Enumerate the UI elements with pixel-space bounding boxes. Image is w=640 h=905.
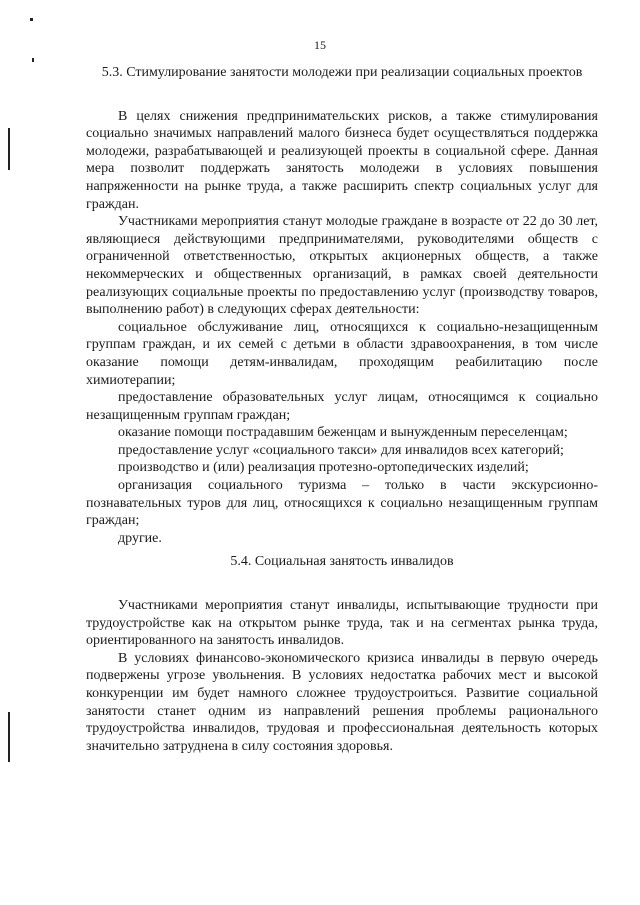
- scan-mark: [8, 128, 10, 170]
- list-item: социальное обслуживание лиц, относящихся к социально-незащищенным группам граждан, и их семей с детьми в области здравоохранения, в том числе оказание помощи детям-инвалидам, проходящим реабилитацию после химиотерапии;: [86, 319, 598, 388]
- page-number: 15: [314, 38, 326, 52]
- list-item: предоставление образовательных услуг лицам, относящимся к социально незащищенным группам граждан;: [86, 390, 598, 423]
- paragraph: Участниками мероприятия станут молодые граждане в возрасте от 22 до 30 лет, являющиеся действующими предпринимателями, руководителями обществ с ограниченной ответственностью, открытых акционерных обществ, а также некоммерческих и общественных организаций, в рамках своей деятельности реализующих социальные проекты по предоставлению услуг (производству товаров, выполнению работ) в следующих сферах деятельности:: [86, 214, 598, 318]
- scan-mark: [30, 18, 33, 21]
- list-item: оказание помощи пострадавшим беженцам и вынужденным переселенцам;: [118, 425, 568, 441]
- scan-mark: [32, 58, 34, 62]
- section-heading-5-4: 5.4. Социальная занятость инвалидов: [230, 554, 454, 570]
- list-item: организация социального туризма – только в части экскурсионно-познавательных туров для лиц, относящихся к социально незащищенным группам граждан;: [86, 478, 598, 529]
- paragraph: В целях снижения предпринимательских рисков, а также стимулирования социально значимых направлений малого бизнеса будет осуществляться поддержка молодежи, разрабатывающей и реализующей проекты в социальной сфере. Данная мера позволит поддержать занятость молодежи в условиях повышения напряженности на рынке труда, а также расширить спектр социальных услуг для граждан.: [86, 108, 598, 212]
- list-item: другие.: [118, 530, 162, 546]
- list-item: производство и (или) реализация протезно-ортопедических изделий;: [118, 460, 529, 476]
- list-item: предоставление услуг «социального такси» для инвалидов всех категорий;: [118, 442, 564, 458]
- section-heading-5-3: 5.3. Стимулирование занятости молодежи при реализации социальных проектов: [101, 65, 583, 80]
- scan-mark: [8, 712, 10, 762]
- paragraph: Участниками мероприятия станут инвалиды, испытывающие трудности при трудоустройстве как на открытом рынке труда, так и на сегментах рынка труда, ориентированного на занятость инвалидов.: [86, 598, 598, 649]
- paragraph: В условиях финансово-экономического кризиса инвалиды в первую очередь подвержены угрозе увольнения. В условиях недостатка рабочих мест и высокой конкуренции им будет намного сложнее трудоустроиться. Развитие социальной занятости станет одним из направлений решения проблемы рационального трудоустройства инвалидов, трудовая и профессиональная деятельность которых значительно затруднена в силу состояния здоровья.: [86, 650, 598, 754]
- document-body: [86, 64, 598, 755]
